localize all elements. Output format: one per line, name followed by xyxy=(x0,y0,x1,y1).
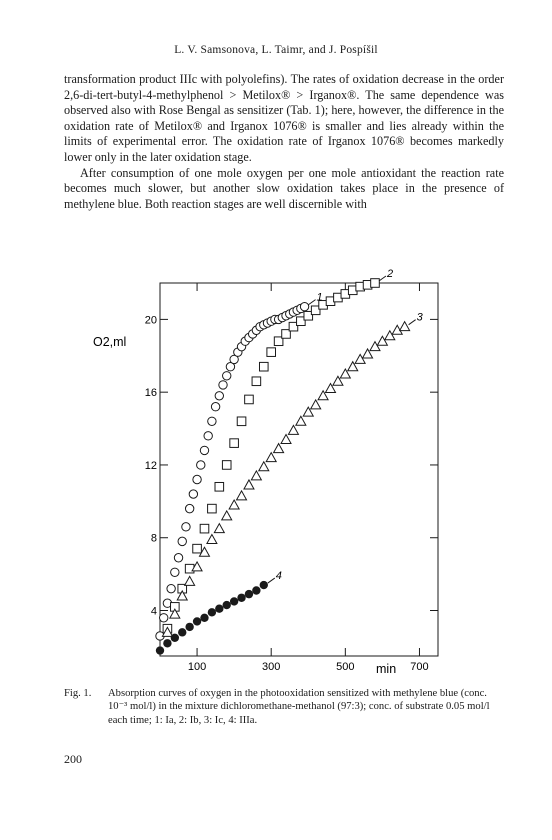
caption-label: Fig. 1. xyxy=(64,688,92,699)
series-3-point xyxy=(237,491,247,500)
series-3-point xyxy=(274,444,284,453)
x-axis-label: min xyxy=(376,662,397,676)
series-1-point xyxy=(193,475,201,483)
series-4-point xyxy=(156,646,164,654)
series-2-point xyxy=(185,564,194,573)
paragraph-2: After consumption of one mole oxygen per one mole antioxidant the reaction rate becomes much slower, but another slow oxidation takes place in the presence of methylene blue. Both reaction stages are well discernible with xyxy=(64,165,504,211)
series-4-point xyxy=(171,634,179,642)
series-3-point xyxy=(296,416,306,425)
series-4-label: 4 xyxy=(275,570,282,583)
series-4-point xyxy=(185,623,193,631)
caption-text: Absorption curves of oxygen in the photooxidation sensitized with methylene blue (conc. 10⁻³ mol/l) in the mixture dichloromethane-methanol (97:3); conc. of substrate 0.05 mol/l each time; 1: Ia, 2: Ib, 3: Ic, 4: IIIa. xyxy=(108,688,490,726)
series-4-point xyxy=(215,604,223,612)
series-3-point xyxy=(259,462,269,471)
series-2-point xyxy=(230,439,239,448)
page-number: 200 xyxy=(64,752,82,766)
x-tick-label: 100 xyxy=(187,661,207,673)
series-4-point xyxy=(237,594,245,602)
series-1-point xyxy=(223,372,231,380)
y-tick-label: 16 xyxy=(144,387,157,400)
series-1-point xyxy=(211,403,219,411)
series-2-point xyxy=(222,461,231,470)
series-3-point xyxy=(185,576,195,585)
series-3-point xyxy=(207,535,217,544)
series-2-point xyxy=(193,544,202,553)
series-2-point xyxy=(371,279,380,288)
series-1-point xyxy=(178,537,186,545)
series-1-point xyxy=(215,392,223,400)
series-4-point xyxy=(252,586,260,594)
series-1-point xyxy=(182,523,190,531)
series-4-point xyxy=(193,617,201,625)
series-3-point xyxy=(244,480,254,489)
series-1-leader xyxy=(309,300,316,305)
series-3-point xyxy=(266,453,276,462)
series-4-point xyxy=(163,639,171,647)
series-3-label: 3 xyxy=(416,311,423,324)
series-3-point xyxy=(229,500,239,509)
series-4-leader xyxy=(268,578,275,583)
series-1-point xyxy=(171,568,179,576)
series-3-point xyxy=(281,434,291,443)
series-3-point xyxy=(288,425,298,434)
series-3-point xyxy=(400,322,410,331)
series-marks xyxy=(156,279,410,655)
series-1-point xyxy=(185,504,193,512)
series-1-point xyxy=(204,432,212,440)
series-2-point xyxy=(200,524,209,533)
series-4-point xyxy=(245,590,253,598)
y-tick-label: 20 xyxy=(144,314,157,327)
y-tick-label: 12 xyxy=(144,459,157,472)
series-4-point xyxy=(200,614,208,622)
series-4-point xyxy=(223,601,231,609)
x-tick-label: 700 xyxy=(410,661,429,673)
series-3-point xyxy=(311,400,321,409)
series-4-point xyxy=(178,628,186,636)
series-1-point xyxy=(189,490,197,498)
series-2-point xyxy=(267,348,276,357)
figure-1 xyxy=(93,268,460,685)
series-1-point xyxy=(160,614,168,622)
figure-caption xyxy=(64,687,504,727)
series-3-point xyxy=(214,524,224,533)
series-2-leader xyxy=(379,276,386,281)
series-4-point xyxy=(208,608,216,616)
series-2-point xyxy=(208,504,217,513)
x-tick-label: 300 xyxy=(262,661,281,673)
body-text xyxy=(64,72,504,212)
series-1-point xyxy=(197,461,205,469)
running-head: L. V. Samsonova, L. Taimr, and J. Pospíšil xyxy=(174,44,378,56)
series-3-leader xyxy=(409,320,416,325)
series-1-label: 1 xyxy=(316,291,323,304)
series-2-point xyxy=(215,482,224,491)
series-1-point xyxy=(167,584,175,592)
series-3-point xyxy=(251,471,261,480)
y-tick-label: 4 xyxy=(150,605,157,618)
series-1-point xyxy=(219,381,227,389)
y-tick-label: 8 xyxy=(150,532,157,545)
series-4-point xyxy=(230,597,238,605)
series-2-point xyxy=(237,417,246,426)
paragraph-1: transformation product IIIc with polyolefins). The rates of oxidation decrease in the order 2,6-di-tert-butyl-4-methylphenol > Metilox® > Irganox®. The same dependence was observed also with Rose Bengal as sensitizer (Tab. 1); here, however, the difference in the oxidation rate of Metilox® and Irganox 1076® is smaller and lies already within the limits of experimental error. The oxidation rate of Irganox 1076® becomes markedly lower only in the later oxidation stage. xyxy=(64,72,504,164)
y-axis-label: O2,ml xyxy=(93,335,127,349)
series-3-point xyxy=(222,511,232,520)
series-1-point xyxy=(200,446,208,454)
series-1-point xyxy=(208,417,216,425)
series-2-point xyxy=(259,362,268,371)
series-1-point xyxy=(174,554,182,562)
x-tick-label: 500 xyxy=(336,661,355,673)
tick-labels xyxy=(144,311,429,673)
series-2-point xyxy=(252,377,261,386)
series-2-point xyxy=(245,395,254,404)
oxygen-absorption-chart xyxy=(93,268,460,680)
series-1-point xyxy=(300,302,308,310)
series-2-label: 2 xyxy=(386,268,394,280)
series-4-point xyxy=(260,581,268,589)
